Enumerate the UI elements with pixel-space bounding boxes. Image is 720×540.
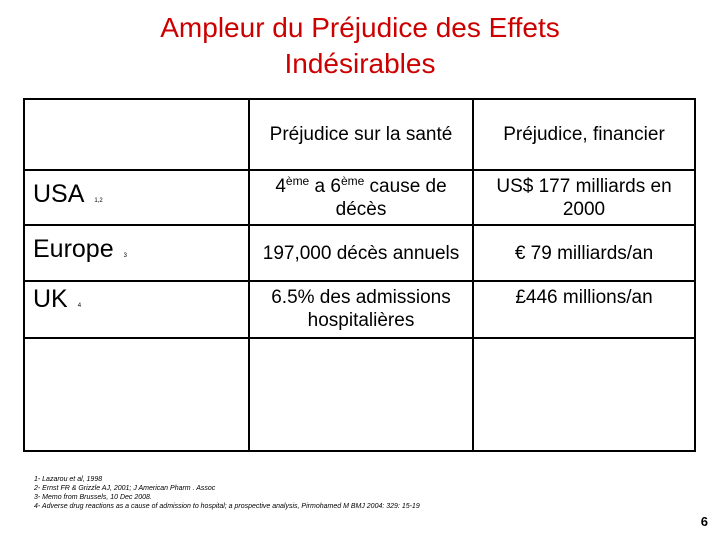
health-cell: 6.5% des admissions hospitalières	[249, 281, 473, 338]
row-country-cell	[24, 170, 249, 225]
empty-cell	[473, 338, 695, 451]
reference-marker: 4	[77, 303, 82, 309]
health-text-part: 4	[275, 175, 286, 197]
table-row-empty	[24, 338, 695, 451]
country-name: UK	[33, 285, 68, 313]
table-header-row	[24, 99, 695, 170]
header-cell-empty	[24, 99, 249, 170]
page-number: 6	[700, 514, 708, 529]
reference-marker: 3	[123, 253, 127, 259]
footnotes	[34, 475, 674, 511]
financial-cell: £446 millions/an	[473, 281, 695, 338]
footnote: 2- Ernst FR & Grizzle AJ, 2001; J American Pharm . Assoc	[34, 485, 216, 492]
health-text-part: cause de décès	[335, 175, 447, 220]
reference-marker: 1,2	[94, 197, 103, 204]
footnote: 3- Memo from Brussels, 10 Dec 2008.	[34, 494, 152, 501]
table-row	[24, 281, 695, 338]
table-row	[24, 170, 695, 225]
row-country-cell	[24, 281, 249, 338]
superscript: ème	[340, 173, 365, 188]
country-name: USA	[33, 179, 85, 208]
health-text-part: a 6	[309, 175, 341, 197]
row-country-cell	[24, 225, 249, 281]
header-cell-health: Préjudice sur la santé	[249, 99, 473, 170]
empty-cell	[249, 338, 473, 451]
comparison-table	[23, 98, 696, 452]
footnote: 1- Lazarou et al, 1998	[34, 476, 103, 483]
financial-cell: € 79 milliards/an	[473, 225, 695, 281]
country-name: Europe	[33, 235, 114, 263]
financial-cell: US$ 177 milliards en 2000	[473, 170, 695, 225]
title-line-1: Ampleur du Préjudice des Effets	[160, 12, 560, 43]
header-cell-financial: Préjudice, financier	[473, 99, 695, 170]
slide-title	[0, 10, 720, 82]
health-cell: 197,000 décès annuels	[249, 225, 473, 281]
health-cell	[249, 170, 473, 225]
table-row	[24, 225, 695, 281]
title-line-2: Indésirables	[284, 48, 436, 79]
footnote: 4- Adverse drug reactions as a cause of admission to hospital; a prospective analysis, Pirmohamed M BMJ 2004: 329: 15-19	[34, 503, 420, 510]
superscript: ème	[285, 173, 310, 188]
empty-cell	[24, 338, 249, 451]
